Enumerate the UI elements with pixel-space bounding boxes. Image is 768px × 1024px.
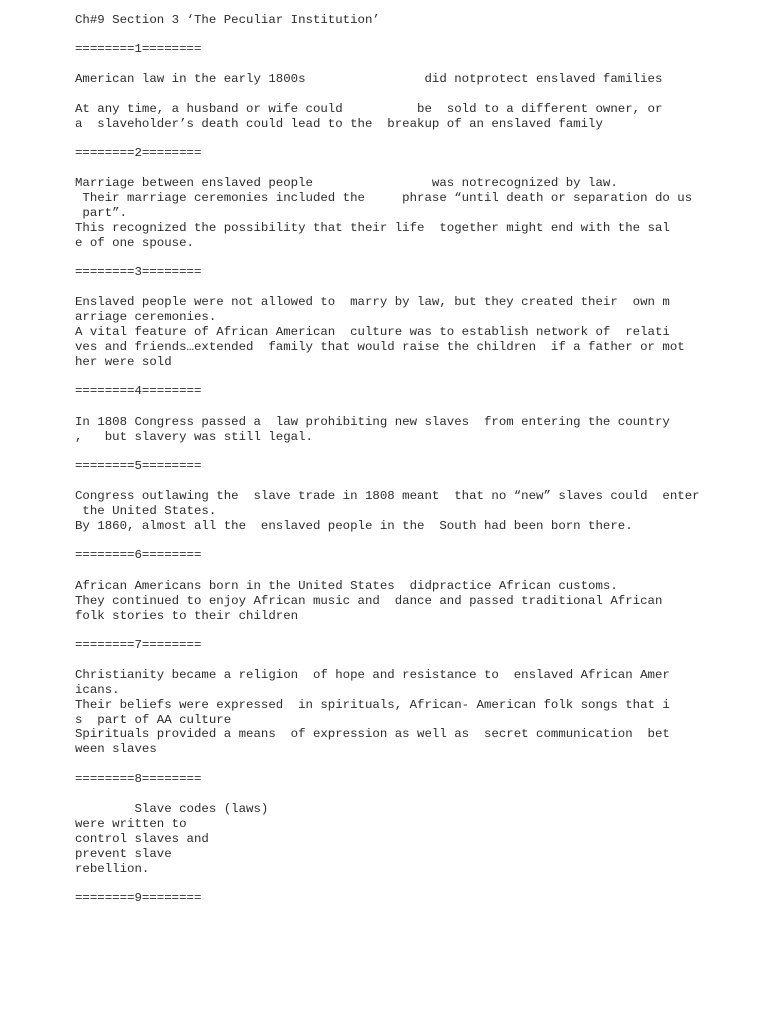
text-line: Christianity became a religion of hope and resistance to enslaved African Amer xyxy=(75,668,670,682)
text-line: At any time, a husband or wife could be sold to a different owner, or xyxy=(75,102,663,116)
text-line: prevent slave xyxy=(75,847,172,861)
text-line: control slaves and xyxy=(75,832,209,846)
text-line: rebellion. xyxy=(75,862,150,876)
text-line: folk stories to their children xyxy=(75,609,299,623)
text-line: ves and friends…extended family that would raise the children if a father or mot xyxy=(75,340,685,354)
text-line: part”. xyxy=(75,206,128,220)
text-line: , but slavery was still legal. xyxy=(75,430,313,444)
text-line: Their marriage ceremonies included the phrase “until death or separation do us xyxy=(75,191,693,205)
text-line: African Americans born in the United States didpractice African customs. xyxy=(75,579,618,593)
text-line: arriage ceremonies. xyxy=(75,310,217,324)
section-divider-6: ========6======== xyxy=(75,548,202,562)
text-line: In 1808 Congress passed a law prohibiting new slaves from entering the country xyxy=(75,415,670,429)
text-line: s part of AA culture xyxy=(75,713,232,727)
section-divider-3: ========3======== xyxy=(75,265,202,279)
text-line: icans. xyxy=(75,683,120,697)
section-divider-5: ========5======== xyxy=(75,459,202,473)
text-line: A vital feature of African American culture was to establish network of relati xyxy=(75,325,670,339)
text-line: e of one spouse. xyxy=(75,236,194,250)
text-line: a slaveholder’s death could lead to the breakup of an enslaved family xyxy=(75,117,603,131)
text-line: Slave codes (laws) xyxy=(75,802,269,816)
section-divider-7: ========7======== xyxy=(75,638,202,652)
text-line: This recognized the possibility that their life together might end with the sal xyxy=(75,221,670,235)
text-line: ween slaves xyxy=(75,742,157,756)
text-line: American law in the early 1800s did notprotect enslaved families xyxy=(75,72,663,86)
section-divider-2: ========2======== xyxy=(75,146,202,160)
text-line: the United States. xyxy=(75,504,217,518)
text-line: Congress outlawing the slave trade in 1808 meant that no “new” slaves could enter xyxy=(75,489,700,503)
section-divider-8: ========8======== xyxy=(75,772,202,786)
text-line: Spirituals provided a means of expression as well as secret communication bet xyxy=(75,727,670,741)
text-line: By 1860, almost all the enslaved people in the South had been born there. xyxy=(75,519,633,533)
text-line: Enslaved people were not allowed to marry by law, but they created their own m xyxy=(75,295,670,309)
text-line: Their beliefs were expressed in spirituals, African- American folk songs that i xyxy=(75,698,670,712)
text-line: her were sold xyxy=(75,355,172,369)
text-line: were written to xyxy=(75,817,187,831)
page-title: Ch#9 Section 3 ‘The Peculiar Institution’ xyxy=(75,13,380,27)
section-divider-1: ========1======== xyxy=(75,42,202,56)
section-divider-4: ========4======== xyxy=(75,384,202,398)
section-divider-9: ========9======== xyxy=(75,891,202,905)
text-line: They continued to enjoy African music and dance and passed traditional African xyxy=(75,594,663,608)
text-line: Marriage between enslaved people was notrecognized by law. xyxy=(75,176,618,190)
